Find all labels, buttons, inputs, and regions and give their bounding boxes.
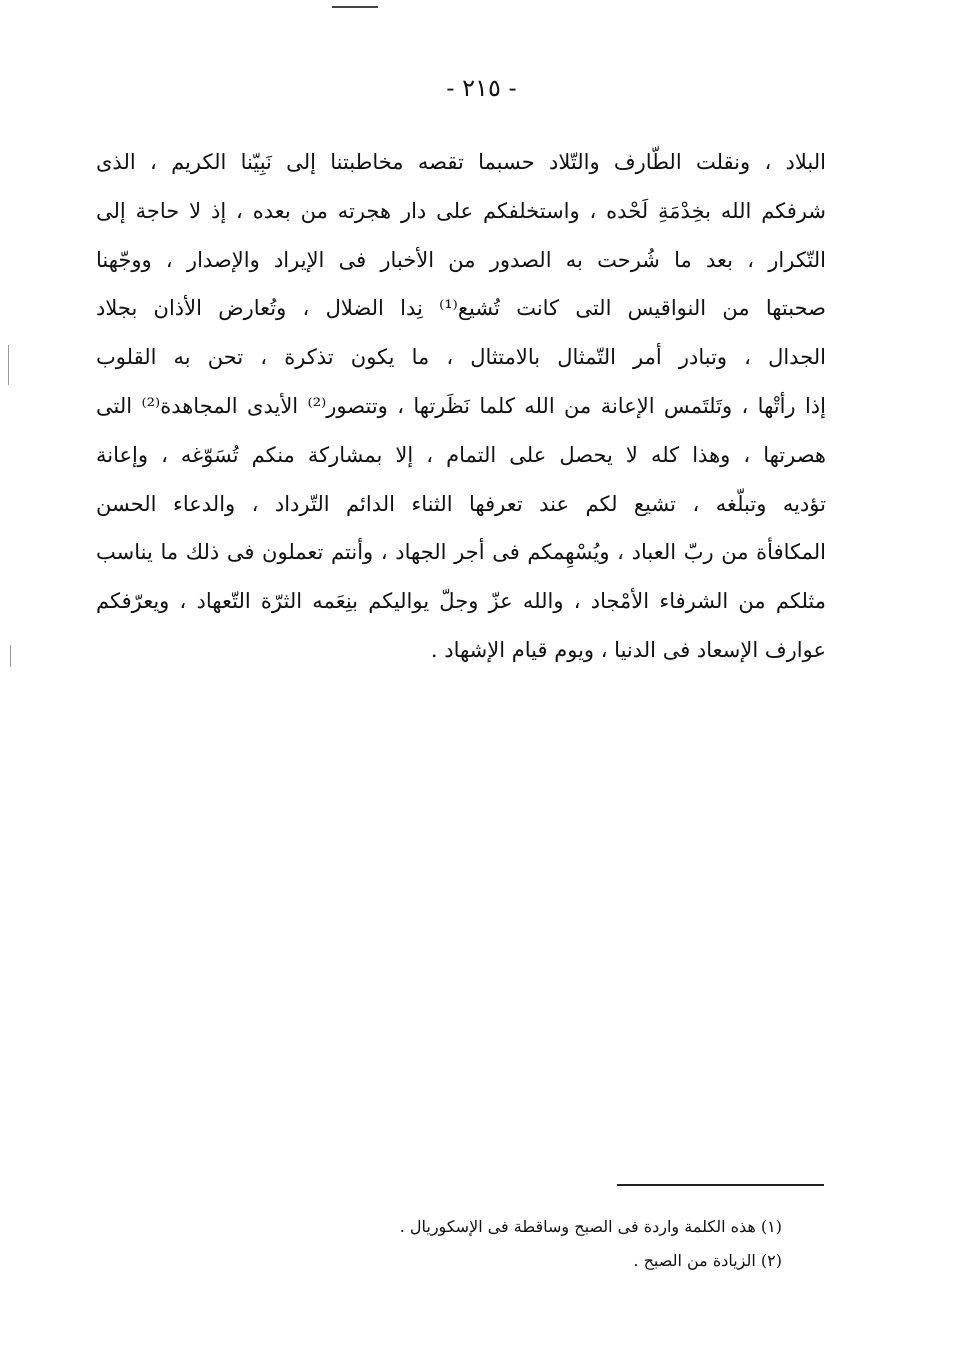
body-line: شرفكم الله بخِدْمَةِ لَحْده ، واستخلفكم على دار هجرته من بعده ، إذ لا حاجة إلى [96, 198, 826, 223]
footnote-1: (١) هذه الكلمة واردة فى الصبح وساقطة فى الإسكوريال . [399, 1217, 782, 1236]
footnote-rule [617, 1184, 824, 1186]
body-line: صحبتها من النواقيس التى كانت تُشيع⁽¹⁾ نِدا الضلال ، وتُعارض الأذان بجلاد [96, 296, 826, 321]
body-line: عوارف الإسعاد فى الدنيا ، ويوم قيام الإشهاد . [430, 637, 826, 662]
margin-mark [10, 645, 11, 667]
margin-mark [8, 345, 9, 385]
top-rule [332, 6, 378, 8]
body-line: مثلكم من الشرفاء الأمْجاد ، والله عزّ وجلّ يواليكم بنِعَمه الثرّة التّعهاد ، ويعرّفكم [96, 589, 826, 614]
body-line: إذا رأتْها ، وتَلتَمس الإعانة من الله كلما نَظَرتها ، وتتصور⁽²⁾ الأيدى المجاهدة⁽²⁾ التى [96, 393, 826, 418]
footnote-2: (٢) الزيادة من الصبح . [633, 1251, 782, 1270]
body-line: هصرتها ، وهذا كله لا يحصل على التمام ، إلا بمشاركة منكم تُسَوّغه ، وإعانة [96, 442, 826, 467]
body-text [96, 138, 826, 675]
footnotes [300, 1210, 782, 1278]
body-line: البلاد ، ونقلت الطّارف والتّلاد حسبما تقصه مخاطبتنا إلى نَبِيّنا الكريم ، الذى [96, 150, 826, 174]
page-number: - ٢١٥ - [446, 74, 517, 102]
body-line: المكافأة من ربّ العباد ، ويُسْهِمكم فى أجر الجهاد ، وأنتم تعملون فى ذلك ما يناسب [96, 540, 826, 565]
body-line: التّكرار ، بعد ما شُرحت به الصدور من الأخبار فى الإيراد والإصدار ، ووجّهنا [96, 247, 826, 272]
body-line: الجدال ، وتبادر أمر التّمثال بالامتثال ، ما يكون تذكرة ، تحن به القلوب [96, 345, 826, 370]
body-line: تؤديه وتبلّغه ، تشيع لكم عند تعرفها الثناء الدائم التّرداد ، والدعاء الحسن [96, 491, 826, 516]
